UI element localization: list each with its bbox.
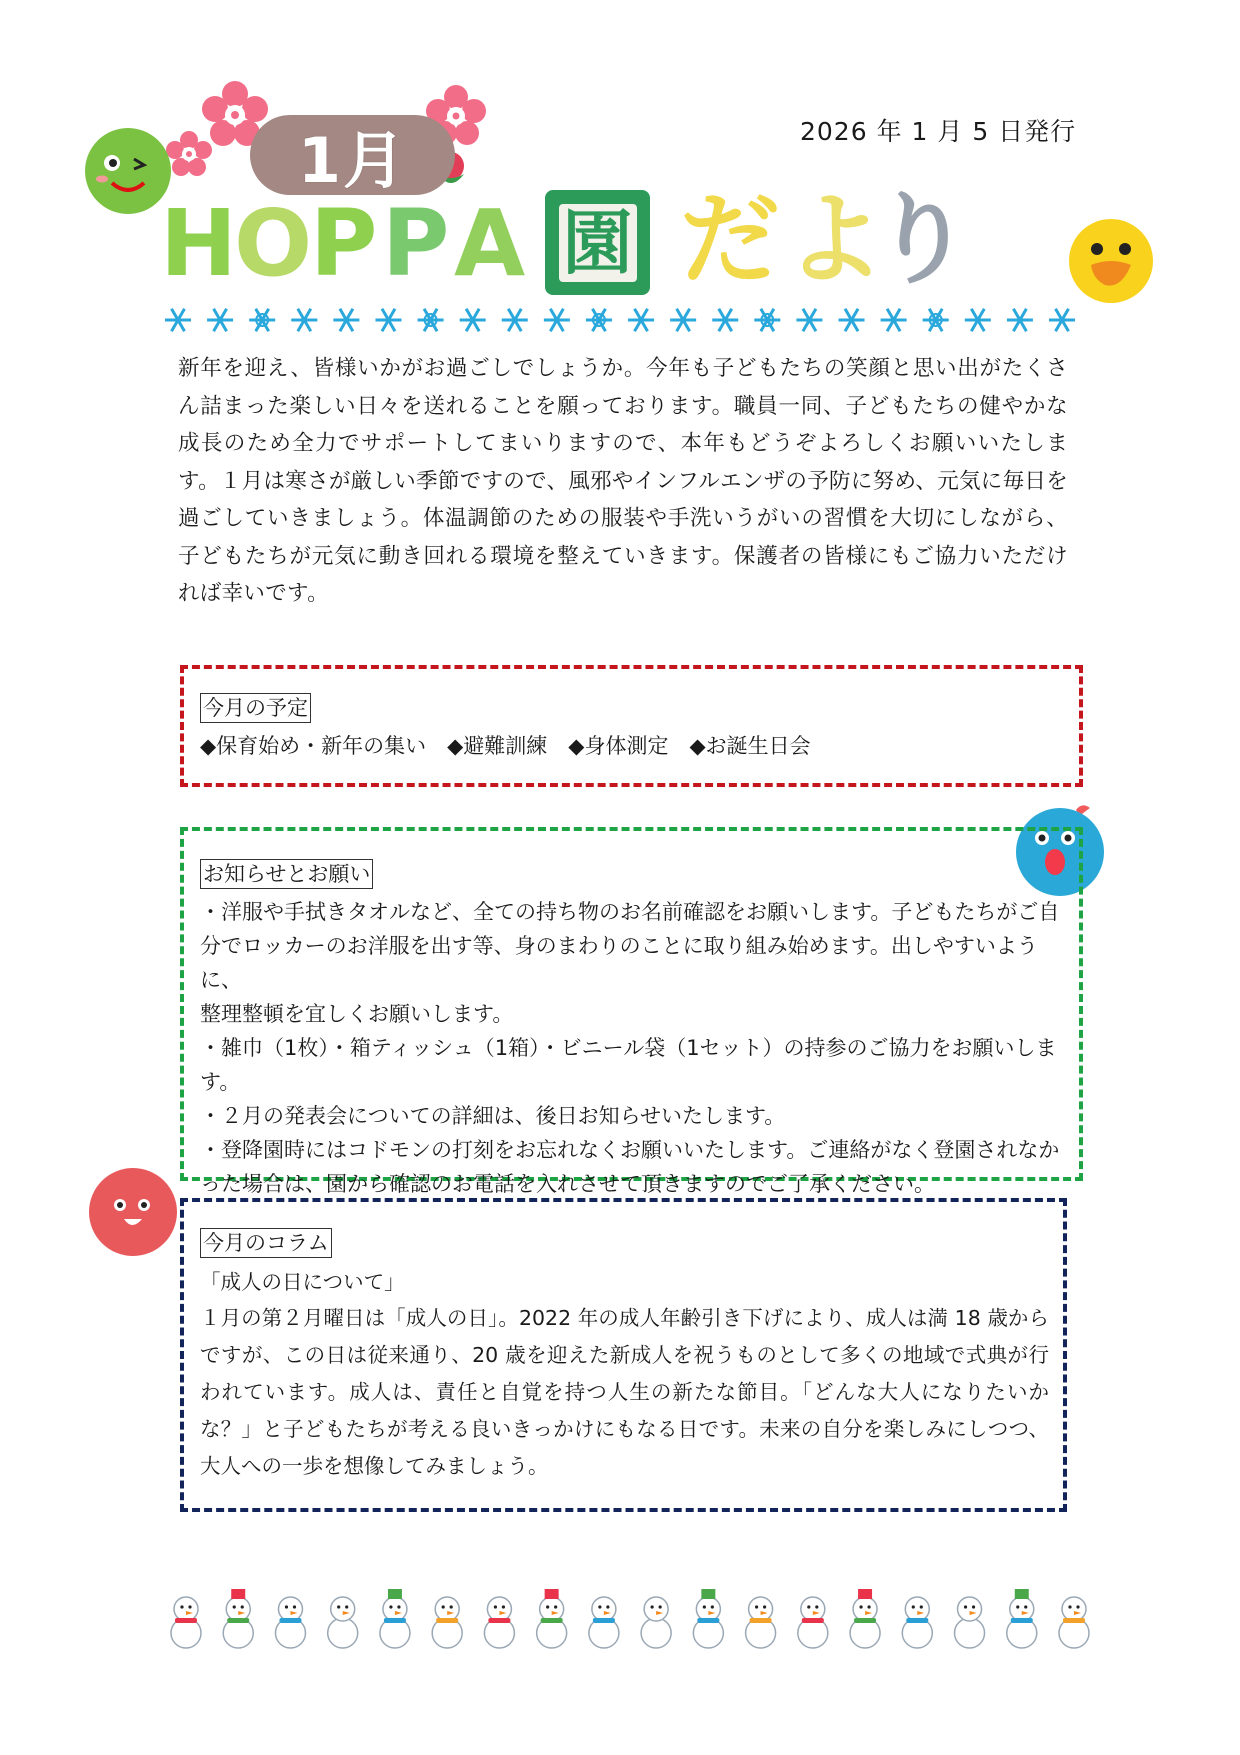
title-kana: だ [680,181,780,298]
snowman-icon [432,1597,462,1648]
snowman-icon [484,1597,514,1648]
snowman-icon [902,1597,932,1648]
snowman-icon [589,1597,619,1648]
snowflake-icon [333,309,359,332]
snowman-icon [955,1597,985,1648]
snowflake-icon [418,309,444,332]
snowflake-icon [460,309,486,332]
snowman-divider [160,1585,1100,1655]
snowflake-icon [291,309,317,332]
snowman-icon [641,1597,671,1648]
notice-line: ・雑巾（1枚）・箱ティッシュ（1箱）・ビニール袋（1セット）の持参のご協力をお願いします。 [200,1036,1057,1094]
snowflake-icon [754,309,780,332]
snowflake-icon [839,309,865,332]
column-box [180,1198,1067,1512]
snowflake-icon [1007,309,1033,332]
snowflake-icon [1049,309,1075,332]
snowman-icon [380,1589,410,1648]
snowflake-icon [923,309,949,332]
snowflake-icon [881,309,907,332]
snowflake-icon [502,309,528,332]
title-letter: A [454,190,526,297]
notice-line: ・２月の発表会についての詳細は、後日お知らせいたします。 [200,1104,786,1128]
notice-line: 整理整頓を宜しくお願いします。 [200,1002,514,1026]
snowflake-icon [544,309,570,332]
snowflake-icon [670,309,696,332]
snowman-icon [223,1589,253,1648]
snowflake-icon [207,309,233,332]
newsletter-title [160,181,1080,300]
month-badge-text: 1月 [297,123,408,197]
notice-line: 分でロッカーのお洋服を出す等、身のまわりのことに取り組み始めます。出しやすいように、 [200,934,1038,992]
snowflake-divider [160,300,1080,340]
snowman-icon [171,1597,201,1648]
schedule-box [180,665,1083,787]
title-letter: H [160,190,237,297]
title-kana: り [872,181,972,298]
snowflake-icon [628,309,654,332]
snowflake-icon [375,309,401,332]
snowman-icon [1059,1597,1089,1648]
title-kana: よ [785,181,885,298]
issue-date: 2026 年 1 月 5 日発行 [800,117,1077,146]
snowman-icon [328,1597,358,1648]
snowflake-icon [249,309,275,332]
title-kanji-square [545,190,650,295]
column-body: １月の第２月曜日は「成人の日」。2022 年の成人年齢引き下げにより、成人は満 18 歳からですが、この日は従来通り、20 歳を迎えた新成人を祝うものとして多くの地域で式典が行われています。成人は、責任と自覚を持つ人生の新たな節目。「どんな大人になりたいかな？」と子どもたちが考える良いきっかけにもなる日です。未来の自分を楽しみにしつつ、大人への一歩を想像してみましょう。 [200,1306,1049,1478]
snowflake-icon [965,309,991,332]
notices-heading: お知らせとお願い [200,859,373,889]
column-heading: 今月のコラム [200,1228,332,1258]
snowflake-icon [586,309,612,332]
snowflake-icon [712,309,738,332]
title-letter: P [310,190,378,297]
snowman-icon [798,1597,828,1648]
month-badge [250,115,455,195]
snowflake-icon [165,309,191,332]
snowman-icon [537,1589,567,1648]
snowman-icon [746,1597,776,1648]
intro-paragraph: 新年を迎え、皆様いかがお過ごしでしょうか。今年も子どもたちの笑顔と思い出がたくさん詰まった楽しい日々を送れることを願っております。職員一同、子どもたちの健やかな成長のため全力でサポートしてまいりますので、本年もどうぞよろしくお願いいたします。１月は寒さが厳しい季節ですので、風邪やインフルエンザの予防に努め、元気に毎日を過ごしていきましょう。体温調節のための服装や手洗いうがいの習慣を大切にしながら、子どもたちが元気に動き回れる環境を整えていきます。保護者の皆様にもご協力いただければ幸いです。 [178,356,1068,606]
schedule-heading: 今月の予定 [200,693,311,723]
snowman-icon [275,1597,305,1648]
title-letter: O [234,190,313,297]
snowman-icon [693,1589,723,1648]
title-kanji: 園 [559,204,637,282]
notice-line: ・洋服や手拭きタオルなど、全ての持ち物のお名前確認をお願いします。子どもたちがご自 [200,900,1060,924]
snowman-icon [1007,1589,1037,1648]
red-mascot-icon [86,1165,180,1259]
newsletter-header [0,0,1240,340]
notices-box [180,827,1083,1196]
schedule-items: ◆保育始め・新年の集い ◆避難訓練 ◆身体測定 ◆お誕生日会 [200,734,811,758]
title-letter: P [382,190,450,297]
notice-line: ・登降園時にはコドモンの打刻をお忘れなくお願いいたします。ご連絡がなく登園されなか [200,1138,1060,1162]
snowflake-icon [796,309,822,332]
notice-line: った場合は、園から確認のお電話を入れさせて頂きますのでご了承ください。 [200,1172,935,1196]
column-subtitle: 「成人の日について」 [200,1270,405,1294]
snowman-icon [850,1589,880,1648]
